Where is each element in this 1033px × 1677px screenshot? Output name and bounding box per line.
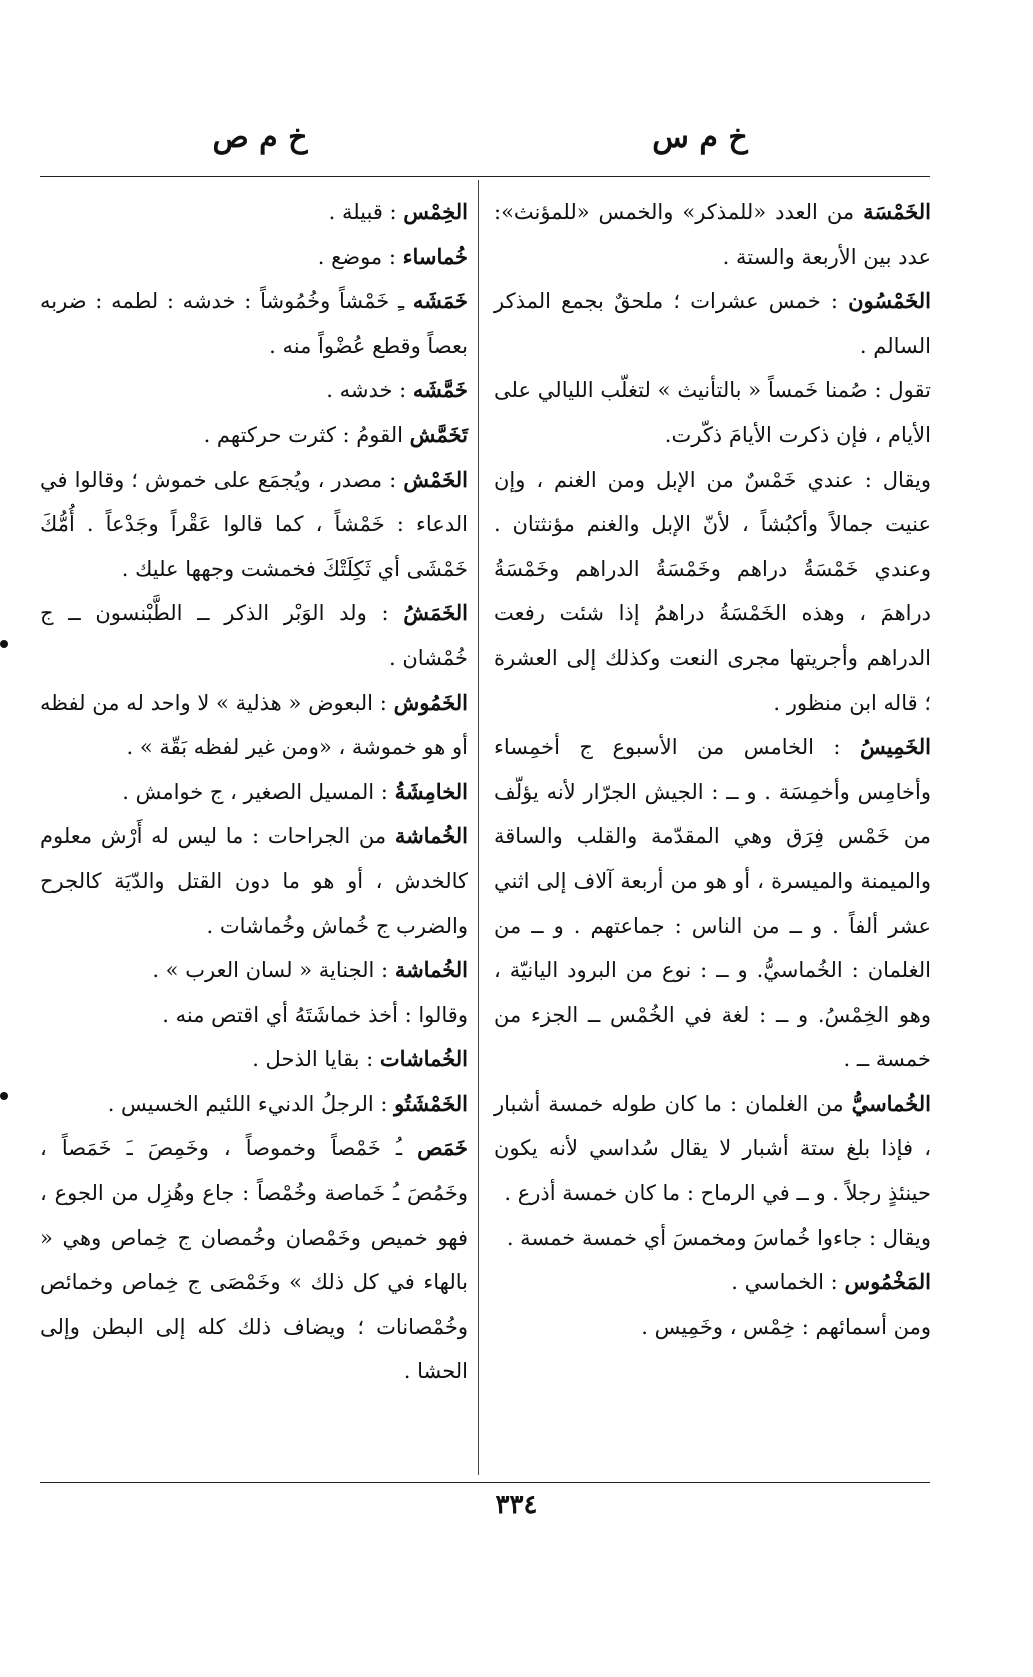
dictionary-entry — [494, 1216, 931, 1261]
dictionary-entry — [40, 190, 468, 235]
dictionary-entry — [40, 948, 468, 993]
entry-text: من العدد «للمذكر» والخمس «للمؤنث»: عدد بين الأربعة والستة . — [494, 200, 931, 269]
entry-headword: خُماساء — [402, 243, 468, 269]
page-headers — [40, 120, 920, 170]
entry-headword: الخَمِيسُ — [859, 734, 931, 760]
scan-edge-mark — [0, 640, 8, 648]
entry-text: ـُ خَمْصاً وخموصاً ، وخَمِصَ ـَ خَمَصاً ، وخَمُصَ ـُ خَماصة وخُمْصاً : جاع وهُزِل من الجوع ، فهو خميص وخَمْصان وخُمصان ج خِماص وهي « بالهاء في كل ذلك » وخَمْصَى ج خِماص وخمائص وخُمْصانات ؛ ويضاف ذلك كله إلى البطن وإلى الحشا . — [40, 1136, 468, 1384]
entry-headword: الخُماسيُّ — [851, 1090, 931, 1116]
entry-headword: الخَمْش — [403, 466, 468, 492]
dictionary-entry — [40, 235, 468, 280]
dictionary-entry — [40, 814, 468, 948]
entry-text: ـِ خَمْشاً وخُمُوشاً : خدشه : لطمه : ضربه بعصاً وقطع عُضْواً منه . — [40, 289, 468, 358]
entry-headword: خَمَص — [417, 1135, 468, 1161]
entry-headword: الخُماشات — [379, 1046, 468, 1072]
entry-text: : المسيل الصغير ، ج خوامش . — [122, 779, 395, 804]
dictionary-entry — [494, 458, 931, 726]
entry-headword: الخامِشَةُ — [394, 778, 468, 804]
dictionary-entry — [494, 190, 931, 279]
dictionary-entry — [40, 1037, 468, 1082]
entry-text: من الجراحات : ما ليس له أَرْش معلوم كالخدش ، أو هو ما دون القتل والدّيَة كالجرح والضرب ج خُماش وخُماشات . — [40, 824, 468, 938]
entry-text: : خدشه . — [326, 378, 413, 403]
entry-text: : بقايا الذحل . — [252, 1047, 380, 1072]
dictionary-entry — [494, 725, 931, 1082]
entry-text: : الخماسي . — [731, 1270, 845, 1295]
entry-text: تقول : صُمنا خَمساً « بالتأنيث » لتغلّب الليالي على الأيام ، فإن ذكرت الأيامَ ذكّرت. — [494, 378, 931, 447]
entry-text: : الجناية « لسان العرب » . — [152, 958, 395, 983]
entry-headword: الخِمْس — [403, 199, 468, 224]
header-left-root: خ م ص — [212, 120, 308, 155]
left-column — [40, 190, 468, 1394]
entry-headword: الخَمُوش — [393, 689, 468, 715]
dictionary-entry — [40, 279, 468, 368]
entry-text: : البعوض « هذلية » لا واحد له من لفظه أو هو خموشة ، «ومن غير لفظه بَقّة » . — [40, 690, 468, 760]
entry-headword: الخَمْشَتُو — [394, 1090, 468, 1116]
entry-headword: خَمَّشَه — [412, 377, 468, 403]
entry-text: : موضع . — [317, 244, 403, 269]
dictionary-entry — [494, 368, 931, 457]
dictionary-entry — [40, 1126, 468, 1394]
entry-text: من الغلمان : ما كان طوله خمسة أشبار ، فإذا بلغ ستة أشبار لا يقال سُداسي لأنه يكون حينئذٍ رجلاً . و ــ في الرماح : ما كان خمسة أذرع . — [494, 1091, 931, 1206]
scan-edge-mark — [0, 1092, 8, 1100]
entry-text: : قبيلة . — [328, 200, 404, 224]
dictionary-entry — [40, 413, 468, 458]
entry-text: : الخامس من الأسبوع ج أخمِساء وأخامِس وأخمِسَة . و ــ : الجيش الجرّار لأنه يؤلّف من خَمْس فِرَق وهي المقدّمة والقلب والساقة والميمنة والميسرة ، أو هو من أربعة آلاف إلى اثني عشر ألفاً . و ــ من الناس : جماعتهم . و ــ من الغلمان : الخُماسيُّ. و ــ : نوع من البرود اليانيّة ، وهو الخِمْسُ. و ــ : لغة في الخُمْس ــ الجزء من خمسة ــ . — [494, 735, 931, 1072]
page-number: ٣٣٤ — [495, 1490, 538, 1520]
entry-headword: تَخَمَّش — [409, 421, 468, 447]
entry-text: ومن أسمائهم : خِمْس ، وخَمِيس . — [641, 1314, 931, 1339]
entry-text: القومُ : كثرت حركتهم . — [203, 422, 410, 447]
entry-headword: الخَمَشُ — [403, 600, 468, 626]
dictionary-entry — [40, 681, 468, 770]
right-column — [494, 190, 931, 1349]
dictionary-entry — [494, 279, 931, 368]
dictionary-entry — [40, 368, 468, 413]
dictionary-entry — [40, 993, 468, 1038]
header-right-root: خ م س — [652, 120, 748, 155]
entry-text: ويقال : جاءوا خُماسَ ومخمسَ أي خمسة خمسة . — [506, 1225, 931, 1250]
entry-text: وقالوا : أخذ خماشَتَهُ أي اقتص منه . — [162, 1002, 468, 1027]
entry-text: : الرجلُ الدنيء اللئيم الخسيس . — [107, 1091, 395, 1116]
entry-headword: المَخْمُوس — [844, 1269, 931, 1295]
dictionary-entry — [494, 1260, 931, 1305]
dictionary-entry — [40, 770, 468, 815]
dictionary-entry — [40, 591, 468, 680]
entry-headword: خَمَشَه — [412, 288, 468, 314]
column-divider — [478, 180, 479, 1475]
dictionary-entry — [40, 1082, 468, 1127]
entry-text: : مصدر ، ويُجمَع على خموش ؛ وقالوا في الدعاء : خَمْشاً ، كما قالوا عَقْراً وجَدْعاً . أُمُّكَ خَمْشَى أي ثَكِلَتْكَ فخمشت وجهها عليك . — [40, 467, 468, 581]
dictionary-entry — [494, 1082, 931, 1216]
dictionary-entry — [40, 458, 468, 592]
entry-headword: الخُماشة — [394, 823, 468, 849]
top-rule — [40, 176, 930, 177]
entry-text: ويقال : عندي خَمْسٌ من الإبل ومن الغنم ، وإن عنيت جمالاً وأكبُشاً ، لأنّ الإبل والغنم مؤنثتان . وعندي خَمْسَةُ دراهم وخَمْسَةُ الدراهم وخَمْسَةُ دراهمَ ، وهذه الخَمْسَةُ دراهمُ إذا شئت رفعت الدراهم وأجريتها مجرى النعت وكذلك إلى العشرة ؛ قاله ابن منظور . — [494, 467, 931, 715]
entry-headword: الخَمْسَة — [863, 199, 931, 224]
dictionary-entry — [494, 1305, 931, 1350]
entry-text: : خمس عشرات ؛ ملحقٌ بجمع المذكر السالم . — [494, 289, 931, 358]
entry-headword: الخُماشة — [394, 957, 468, 983]
entry-text: : ولد الوَبْر الذكر ــ الطَّبْنسون ــ ج خُمْشان . — [40, 601, 468, 670]
entry-headword: الخَمْسُون — [848, 288, 931, 314]
bottom-rule — [40, 1482, 930, 1483]
